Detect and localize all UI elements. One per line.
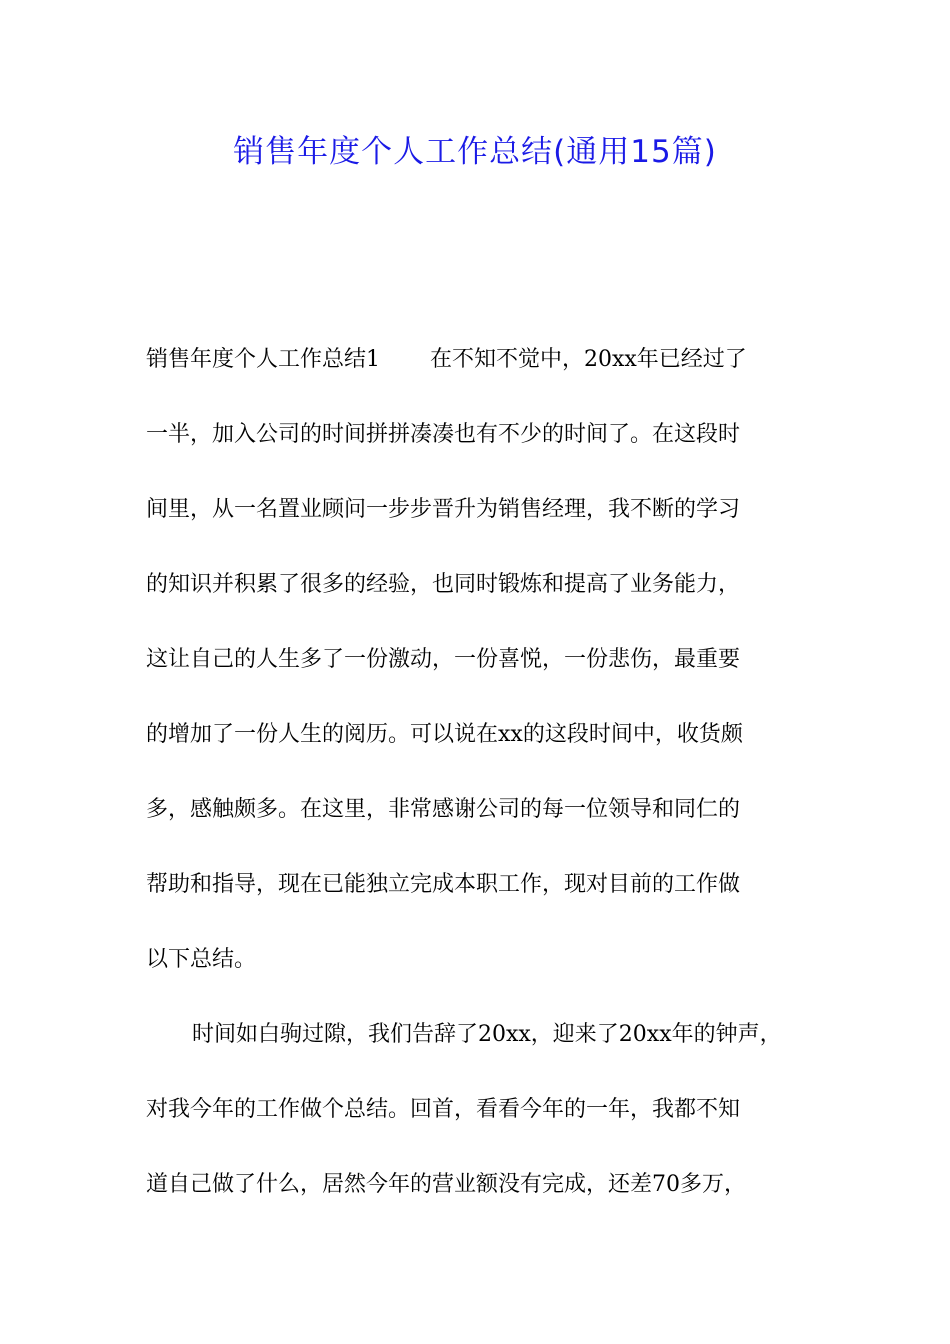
text-line: 一半，加入公司的时间拼拼凑凑也有不少的时间了。在这段时 <box>146 422 741 447</box>
section-heading: 销售年度个人工作总结1 <box>146 347 380 372</box>
text-line: 的知识并积累了很多的经验，也同时锻炼和提高了业务能力， <box>146 572 741 597</box>
text-line: 这让自己的人生多了一份激动，一份喜悦，一份悲伤，最重要 <box>146 647 741 672</box>
text-line <box>146 997 818 1072</box>
paragraph-2 <box>146 997 818 1222</box>
text-line: 以下总结。 <box>146 947 257 972</box>
text-line: 多，感触颇多。在这里，非常感谢公司的每一位领导和同仁的 <box>146 797 741 822</box>
text-line: 道自己做了什么，居然今年的营业额没有完成，还差70多万， <box>146 1172 746 1197</box>
text-line: 间里，从一名置业顾问一步步晋升为销售经理，我不断的学习 <box>146 497 741 522</box>
document-body <box>146 322 818 1222</box>
paragraph-1 <box>146 322 818 997</box>
text-line: 帮助和指导，现在已能独立完成本职工作，现对目前的工作做 <box>146 872 741 897</box>
text-line: 对我今年的工作做个总结。回首，看看今年的一年，我都不知 <box>146 1097 741 1122</box>
document-title: 销售年度个人工作总结(通用15篇) <box>233 134 717 170</box>
text-line: 的增加了一份人生的阅历。可以说在xx的这段时间中，收货颇 <box>146 722 743 747</box>
line-text: 时间如白驹过隙，我们告辞了20xx，迎来了20xx年的钟声， <box>192 1022 782 1047</box>
text-line <box>146 322 818 397</box>
line-text: 在不知不觉中，20xx年已经过了 <box>430 347 747 372</box>
